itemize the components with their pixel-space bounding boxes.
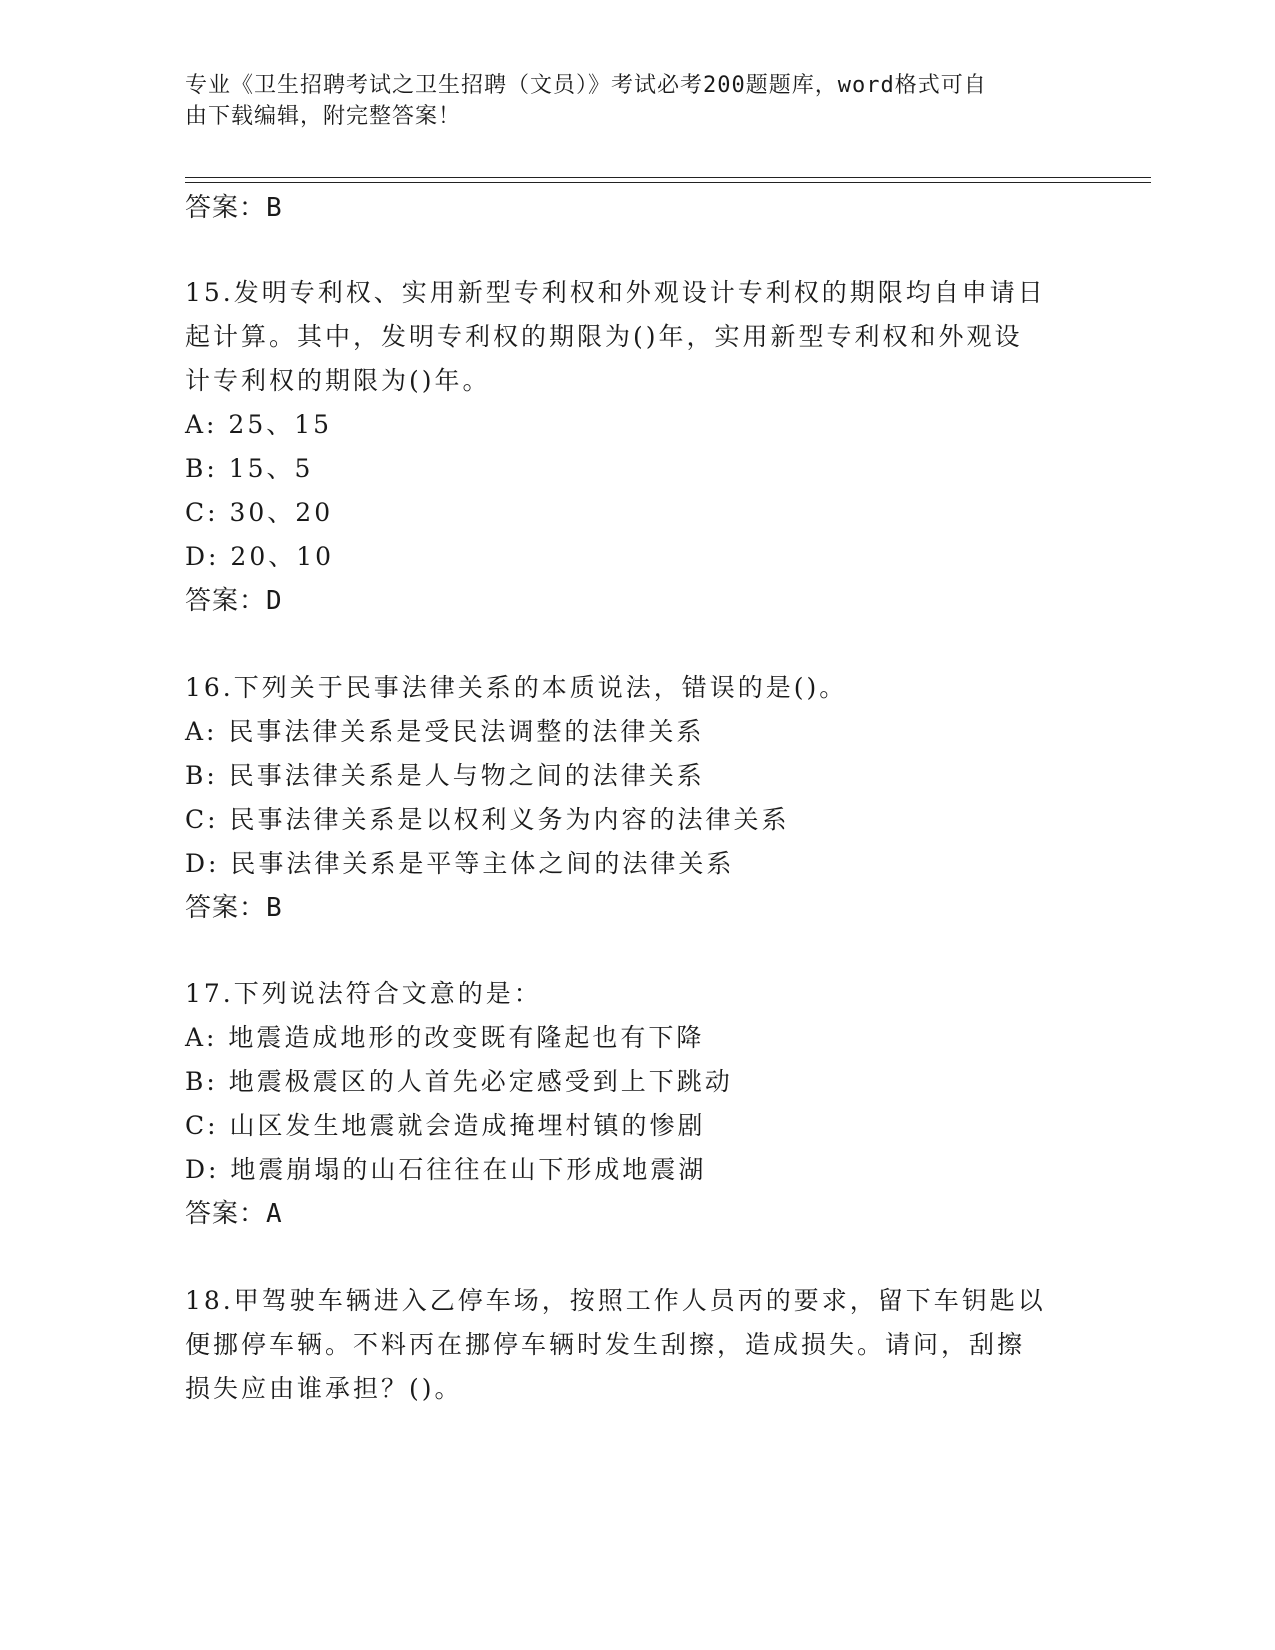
header-rule — [185, 182, 1151, 183]
question-16-answer: 答案：B — [185, 893, 283, 923]
question-17-answer: 答案：A — [185, 1199, 283, 1229]
question-15-answer: 答案：D — [185, 586, 283, 616]
question-18-stem-line-3: 损失应由谁承担？()。 — [185, 1374, 463, 1403]
previous-answer: 答案：B — [185, 193, 283, 223]
question-17-stem-line-1: 17.下列说法符合文意的是： — [185, 979, 542, 1008]
header-rule — [185, 177, 1151, 178]
question-15-option-b: B: 15、5 — [185, 454, 314, 483]
question-18-stem-line-1: 18.甲驾驶车辆进入乙停车场，按照工作人员丙的要求，留下车钥匙以 — [185, 1286, 1046, 1315]
question-16-option-d: D: 民事法律关系是平等主体之间的法律关系 — [185, 849, 735, 878]
question-17-option-a: A: 地震造成地形的改变既有隆起也有下降 — [185, 1023, 705, 1052]
header-line-2: 由下载编辑，附完整答案！ — [185, 104, 462, 129]
header-line-1: 专业《卫生招聘考试之卫生招聘（文员）》考试必考200题题库，word格式可自 — [185, 73, 987, 98]
question-16-stem-line-1: 16.下列关于民事法律关系的本质说法，错误的是()。 — [185, 673, 848, 702]
question-15-option-d: D: 20、10 — [185, 542, 335, 571]
question-16-option-b: B: 民事法律关系是人与物之间的法律关系 — [185, 761, 705, 790]
question-17-option-d: D: 地震崩塌的山石往往在山下形成地震湖 — [185, 1155, 707, 1184]
question-15-stem-line-3: 计专利权的期限为()年。 — [185, 366, 491, 395]
question-17-option-c: C: 山区发生地震就会造成掩埋村镇的惨剧 — [185, 1111, 706, 1140]
question-15-stem-line-1: 15.发明专利权、实用新型专利权和外观设计专利权的期限均自申请日 — [185, 278, 1046, 307]
question-16-option-a: A: 民事法律关系是受民法调整的法律关系 — [185, 717, 705, 746]
question-15-stem-line-2: 起计算。其中，发明专利权的期限为()年，实用新型专利权和外观设 — [185, 322, 1023, 351]
page-header — [185, 70, 1065, 132]
question-18-stem-line-2: 便挪停车辆。不料丙在挪停车辆时发生刮擦，造成损失。请问，刮擦 — [185, 1330, 1026, 1359]
question-15-option-c: C: 30、20 — [185, 498, 334, 527]
question-16-option-c: C: 民事法律关系是以权利义务为内容的法律关系 — [185, 805, 790, 834]
question-15-option-a: A: 25、15 — [185, 410, 333, 439]
question-17-option-b: B: 地震极震区的人首先必定感受到上下跳动 — [185, 1067, 733, 1096]
